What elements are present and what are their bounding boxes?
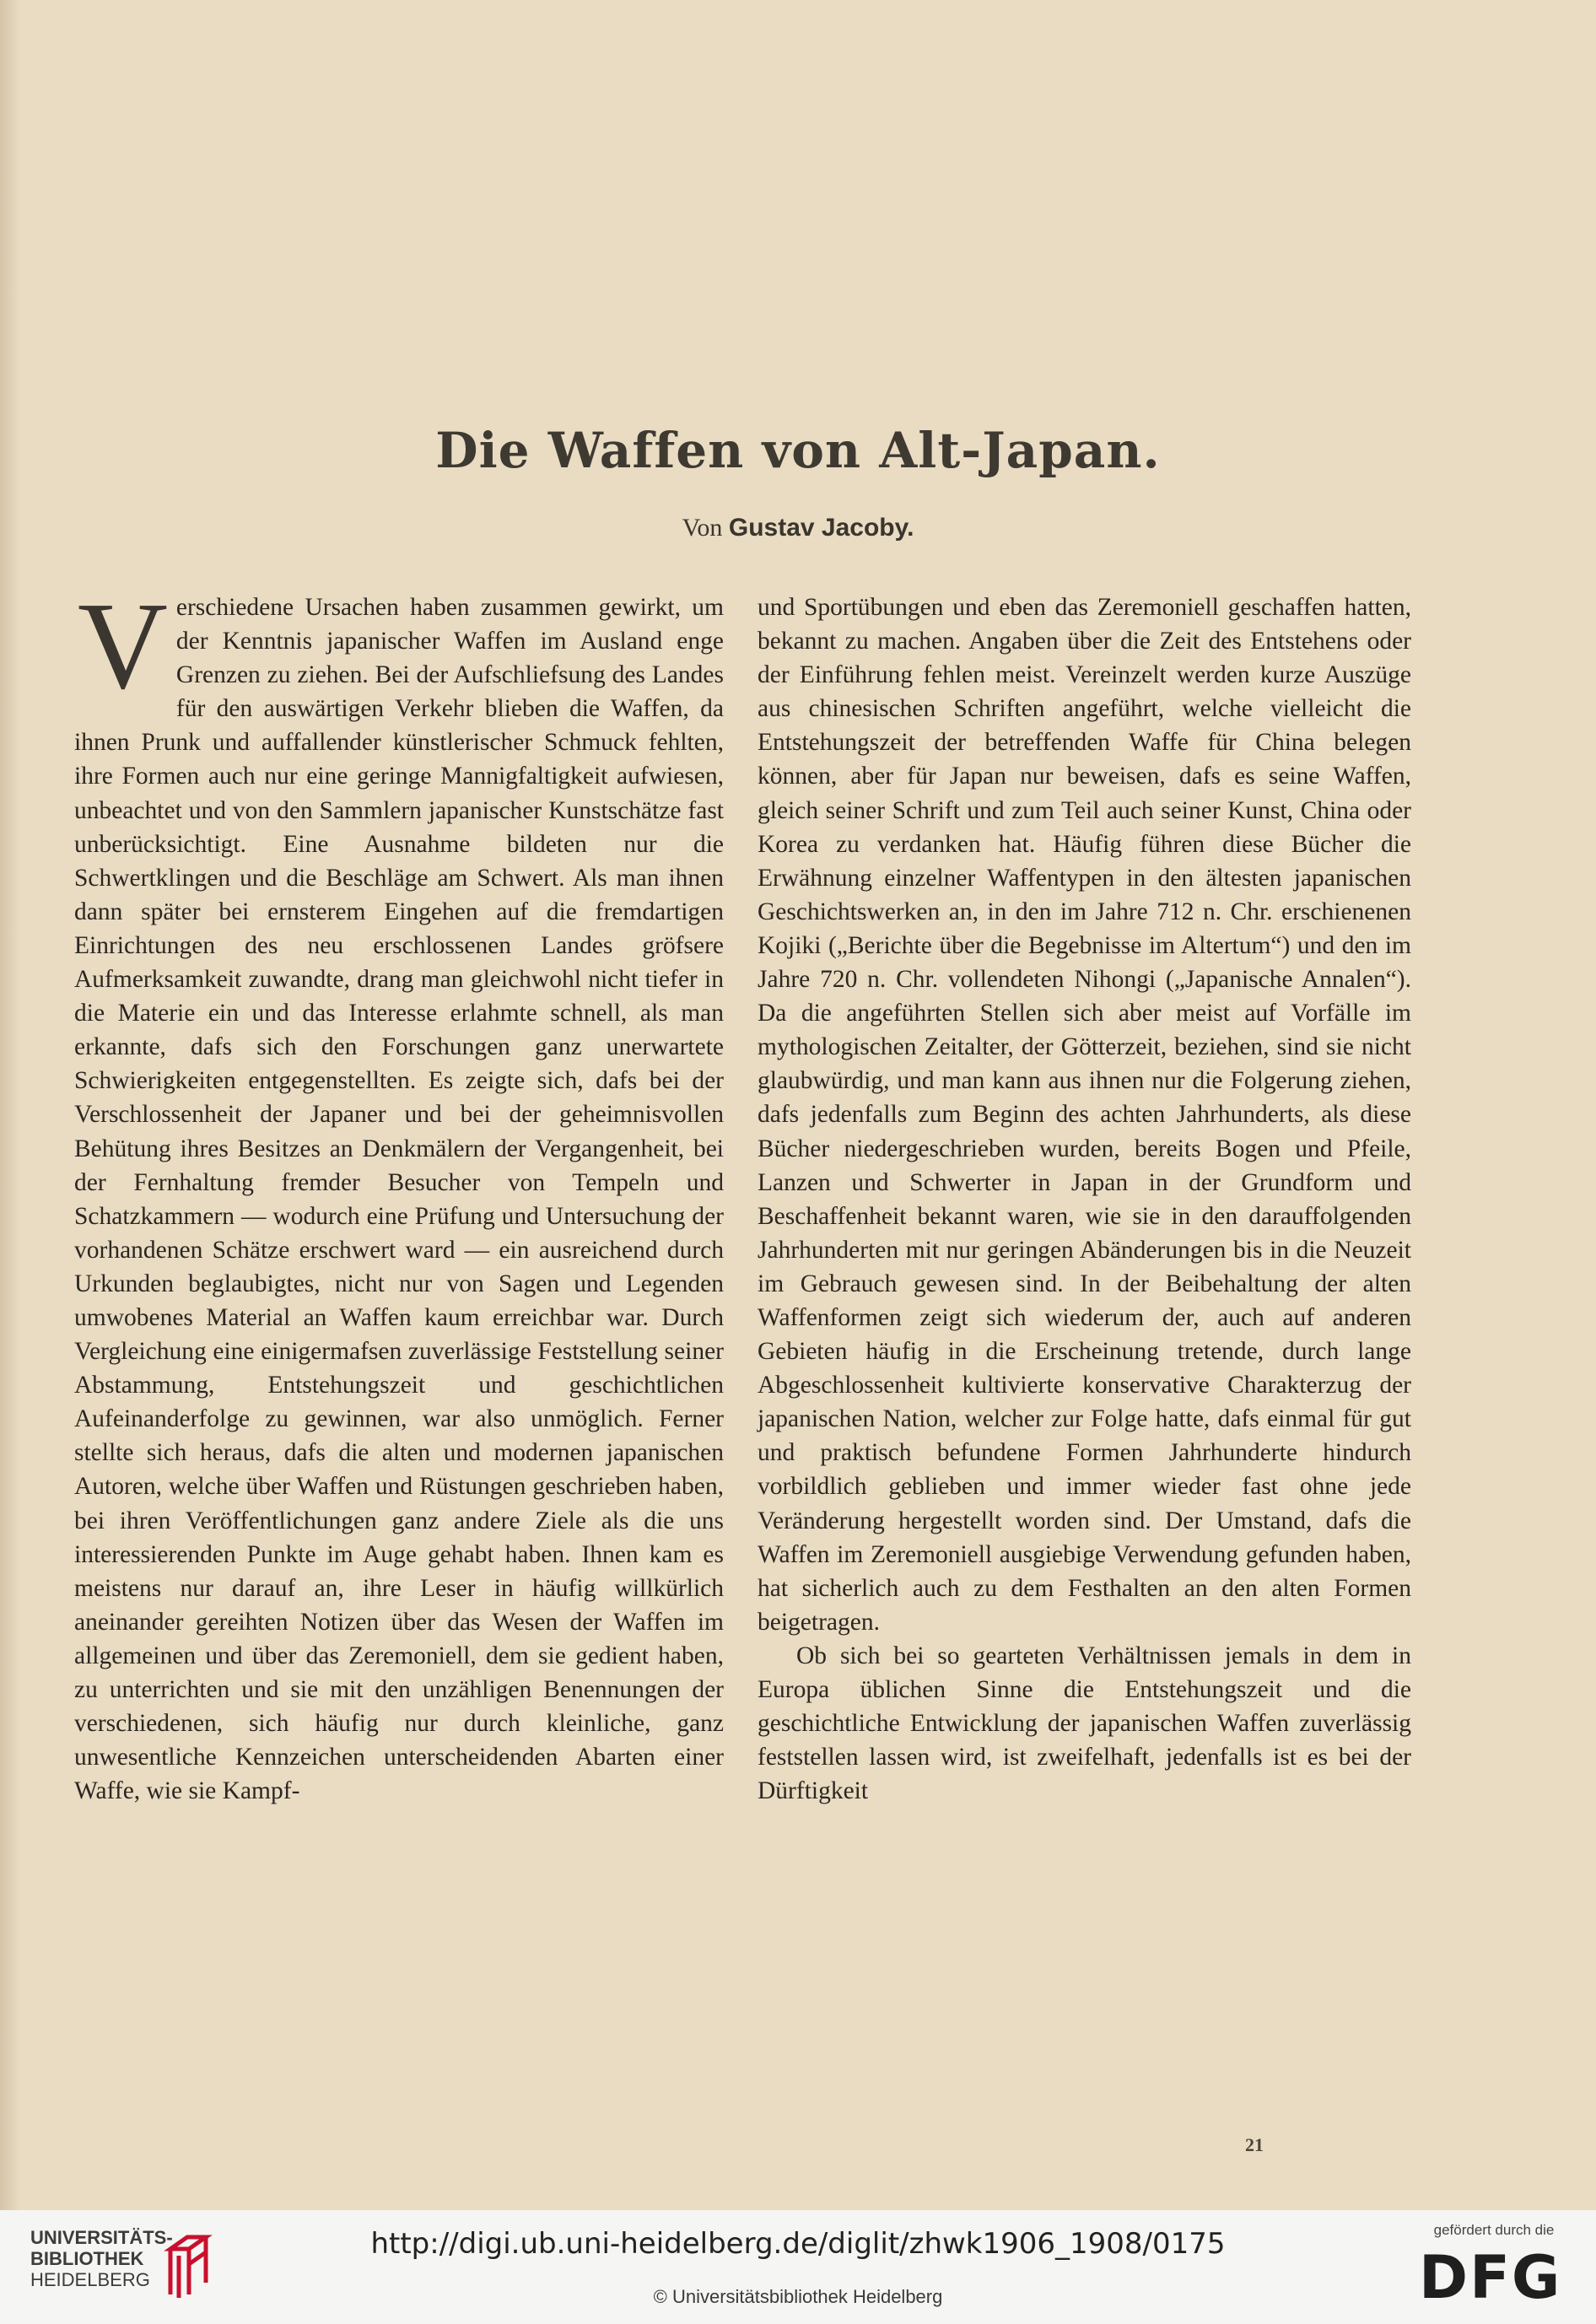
library-name-line2: BIBLIOTHEK bbox=[30, 2248, 144, 2269]
library-name-line1: UNIVERSITÄTS- bbox=[30, 2227, 173, 2248]
paragraph-1-text: erschiedene Ursachen haben zusammen gewirkt, um der Kenntnis japanischer Waffen im Ausland enge Grenzen zu ziehen. Bei der Aufschliefsung des Landes für den auswärtigen Verkehr blieben die Waffen, da ihnen Prunk und auffallender künstlerischer Schmuck fehlten, ihre Formen auch nur eine geringe Mannigfaltigkeit aufwiesen, unbeachtet und von den Sammlern japanischer Kunstschätze fast unberücksichtigt. Eine Ausnahme bildeten nur die Schwertklingen und die Beschläge am Schwert. Als man ihnen dann später bei ernsterem Eingehen auf die fremdartigen Einrichtungen des neu erschlossenen Landes gröfsere Aufmerksamkeit zuwandte, drang man gleichwohl nicht tiefer in die Materie ein und das Interesse erlahmte schnell, als man erkannte, dafs sich den Forschungen ganz unerwartete Schwierigkeiten entgegenstellten. Es zeigte sich, dafs bei der Verschlossenheit der Japaner und bei der geheimnisvollen Behütung ihres Besitzes an Denkmälern der Vergangenheit, bei der Fernhaltung fremder Besucher von Tempeln und Schatzkammern — wodurch eine Prüfung und Untersuchung der vorhandenen Schätze erschwert ward — ein ausreichend durch Urkunden beglaubigtes, nicht nur von Sagen und Legenden umwobenes Material an Waffen kaum erreichbar war. Durch Vergleichung eine einigermafsen zuverlässige Feststellung seiner Abstammung, Entstehungszeit und geschichtlichen Aufeinanderfolge zu gewinnen, war also unmöglich. Ferner stellte sich heraus, dafs die alten und modernen japanischen Autoren, welche über Waffen und Rüstungen geschrieben haben, bei ihren Veröffentlichungen ganz andere Ziele als die uns interessierenden Punkte im Auge gehabt haben. Ihnen kam es meistens nur darauf an, ihre Leser in häufig willkürlich aneinander gereihten Notizen über das Wesen der Waffen im allgemeinen und über das Zeremoniell, dem sie gedient haben, zu unterrichten und sie mit den unzähligen Benennungen der verschiedenen, sich häufig nur durch kleinliche, ganz unwesentliche Kennzeichen unterscheidenden Abarten einer Waffe, wie sie Kampf- bbox=[74, 594, 724, 1805]
paragraph-continued: und Sportübungen und eben das Zeremoniell geschaffen hatten, bekannt zu machen. Angaben über die Zeit des Entstehens oder der Einführung fehlen meist. Vereinzelt werden kurze Auszüge aus chinesischen Schriften angeführt, welche vielleicht die Entstehungszeit der betreffenden Waffe für China belegen können, aber für Japan nur beweisen, dafs es seine Waffen, gleich seiner Schrift und zum Teil auch seiner Kunst, China oder Korea zu verdanken hat. Häufig führen diese Bücher die Erwähnung einzelner Waffentypen in den ältesten japanischen Geschichtswerken an, in den im Jahre 712 n. Chr. erschienenen Kojiki („Berichte über die Begebnisse im Altertum“) und den im Jahre 720 n. Chr. vollendeten Nihongi („Japanische Annalen“). Da die angeführten Stellen sich aber meist auf Vorfälle im mythologischen Zeitalter, der Götterzeit, beziehen, sind sie nicht glaubwürdig, und man kann aus ihnen nur die Folgerung ziehen, dafs jedenfalls zum Beginn des achten Jahrhunderts, als diese Bücher niedergeschrieben wurden, bereits Bogen und Pfeile, Lanzen und Schwerter in Japan in der Grundform und Beschaffenheit bekannt waren, wie sie in den darauffolgenden Jahrhunderten mit nur geringen Abänderungen bis in die Neuzeit im Gebrauch gewesen sind. In der Beibehaltung der alten Waffenformen zeigt sich wiederum der, auch auf anderen Gebieten häufig in die Erscheinung tretende, durch lange Abgeschlossenheit kultivierte konservative Charakterzug der japanischen Nation, welcher zur Folge hatte, dafs einmal für gut und praktisch befundene Formen Jahrhunderte hindurch vorbildlich geblieben und immer wieder fast ohne jede Veränderung hergestellt worden sind. Der Umstand, dafs die Waffen im Zeremoniell ausgiebige Verwendung gefunden haben, hat sicherlich auch zu dem Festhalten an den alten Formen beigetragen. bbox=[758, 594, 1411, 1636]
drop-cap: V bbox=[78, 577, 168, 715]
article-title: Die Waffen von Alt-Japan. bbox=[435, 422, 1161, 479]
author-name: Gustav Jacoby. bbox=[728, 514, 914, 542]
page-number: 21 bbox=[1245, 2134, 1264, 2155]
funding-credit: gefördert durch die bbox=[1433, 2222, 1555, 2238]
byline-prefix: Von bbox=[682, 514, 729, 542]
scan-shadow bbox=[0, 0, 20, 2210]
dfg-logo[interactable]: DFG bbox=[1419, 2243, 1562, 2312]
paragraph-1 bbox=[74, 577, 724, 1808]
digitization-footer bbox=[0, 2210, 1596, 2324]
paragraph-2: Ob sich bei so gearteten Verhältnissen jemals in dem in Europa üblichen Sinne die Entstehungszeit und die geschichtliche Entwicklung der japanischen Waffen zuverlässig feststellen lassen wird, ist zweifelhaft, jedenfalls ist es bei der Dürftigkeit bbox=[758, 1642, 1411, 1805]
article-byline bbox=[0, 513, 1596, 542]
library-name-line3: HEIDELBERG bbox=[30, 2269, 150, 2290]
text-column-right bbox=[758, 590, 1411, 2134]
permalink-url[interactable]: http://digi.ub.uni-heidelberg.de/diglit/zhwk1906_1908/0175 bbox=[370, 2227, 1226, 2261]
text-column-left bbox=[74, 577, 724, 2134]
copyright-notice: © Universitätsbibliothek Heidelberg bbox=[653, 2286, 943, 2307]
